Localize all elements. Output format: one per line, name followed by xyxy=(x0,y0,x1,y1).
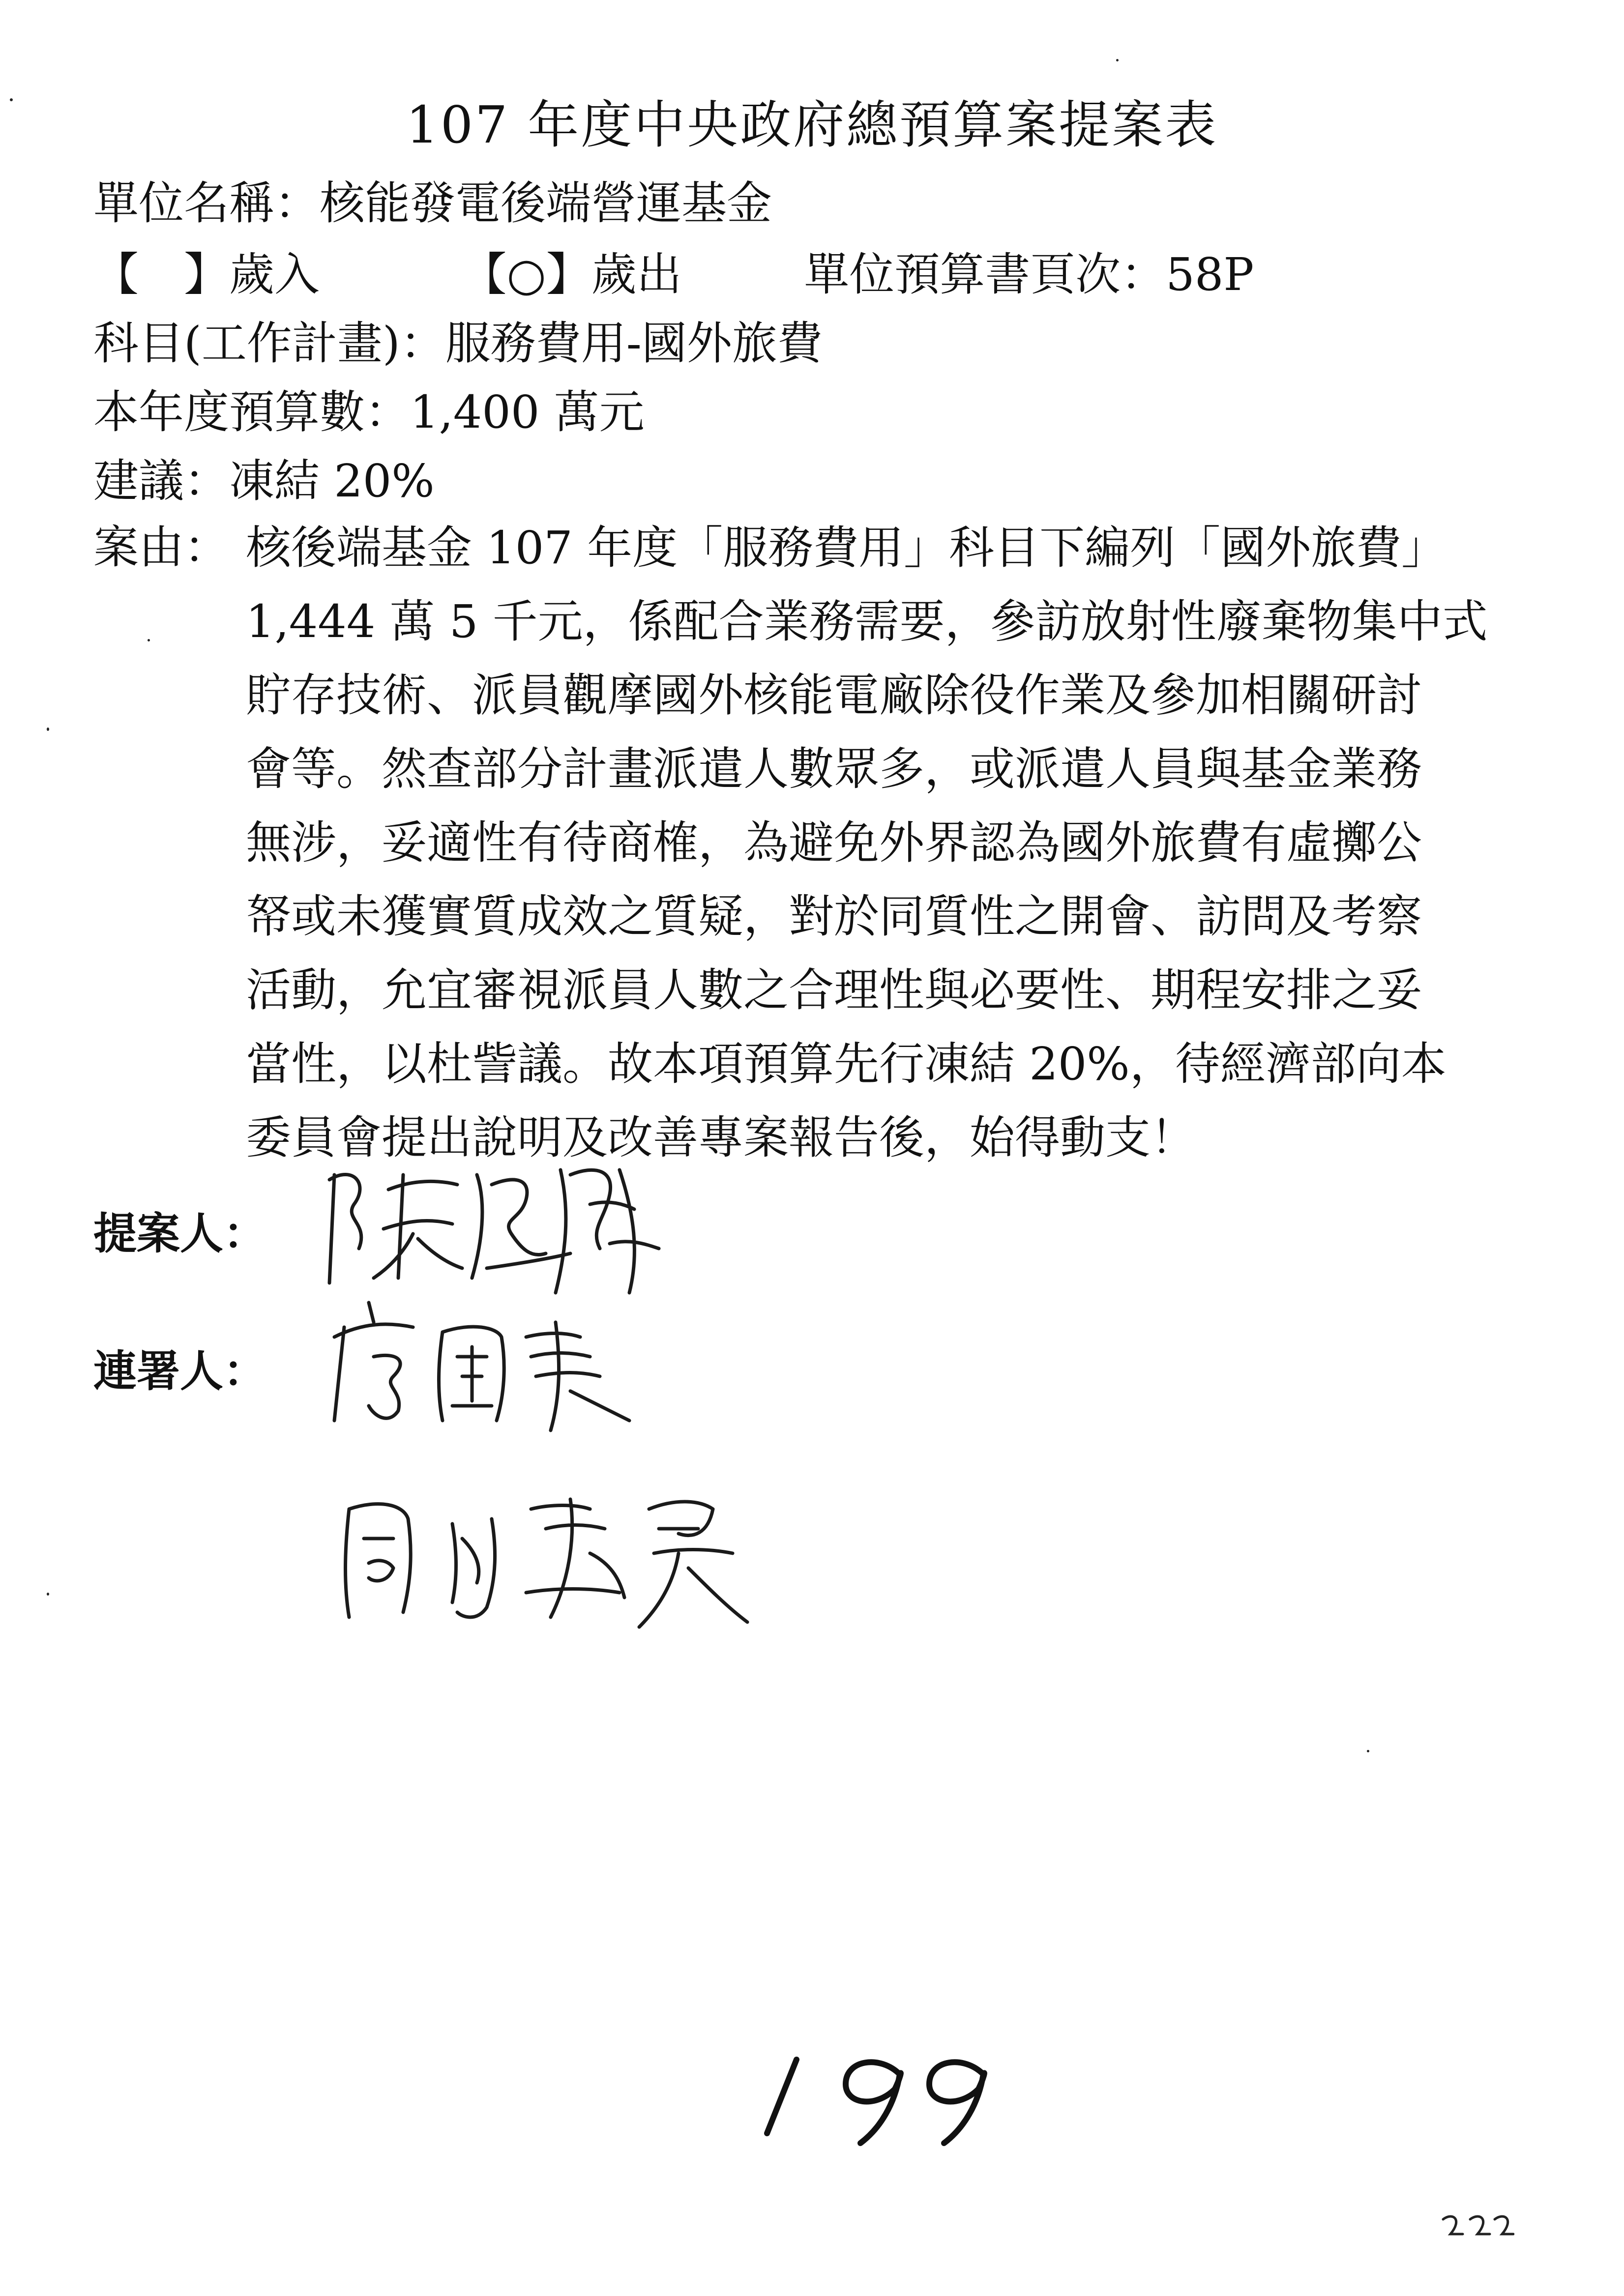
handwritten-page-number xyxy=(752,2040,1028,2148)
corner-number-mark xyxy=(1436,2207,1514,2246)
income-checkbox-label: 【 】歲入 xyxy=(93,248,320,301)
proposer-label: 提案人： xyxy=(93,1208,267,1259)
subject-line: 科目(工作計畫)：服務費用-國外旅費 xyxy=(93,317,823,370)
scan-speck xyxy=(47,727,49,731)
reason-body xyxy=(246,511,1534,1175)
reason-line: 會等。然查部分計畫派遣人數眾多，或派遣人員與基金業務 xyxy=(246,743,1422,795)
reason-label: 案由： xyxy=(93,521,230,574)
budget-page-reference: 單位預算書頁次：58P xyxy=(804,248,1254,301)
suggestion-line: 建議：凍結 20% xyxy=(93,455,435,507)
budget-amount: 本年度預算數：1,400 萬元 xyxy=(93,386,645,438)
form-title: 107 年度中央政府總預算案提案表 xyxy=(406,95,1218,155)
scan-speck xyxy=(10,98,13,101)
proposer-signature xyxy=(315,1145,669,1303)
expense-checkbox-label: 【○】歲出 xyxy=(461,248,682,301)
unit-name: 單位名稱：核能發電後端營運基金 xyxy=(93,177,772,230)
scan-speck xyxy=(47,1593,49,1596)
cosigner-label: 連署人： xyxy=(93,1346,267,1396)
reason-line: 委員會提出說明及改善專案報告後，始得動支！ xyxy=(246,1111,1196,1164)
reason-line: 無涉，妥適性有待商榷，為避免外界認為國外旅費有虛擲公 xyxy=(246,816,1422,869)
reason-line: 活動，允宜審視派員人數之合理性與必要性、期程安排之妥 xyxy=(246,964,1422,1017)
reason-line: 核後端基金 107 年度「服務費用」科目下編列「國外旅費」 xyxy=(246,522,1447,574)
scan-speck xyxy=(148,639,150,641)
cosigner-signature-2 xyxy=(315,1480,767,1637)
reason-line: 貯存技術、派員觀摩國外核能電廠除役作業及參加相關研討 xyxy=(246,669,1422,722)
reason-line: 1,444 萬 5 千元，係配合業務需要，參訪放射性廢棄物集中式 xyxy=(246,595,1488,648)
scan-speck xyxy=(1367,1750,1369,1752)
reason-line: 帑或未獲實質成效之質疑，對於同質性之開會、訪問及考察 xyxy=(246,890,1422,943)
scan-speck xyxy=(1116,59,1119,61)
reason-line: 當性，以杜訾議。故本項預算先行凍結 20%，待經濟部向本 xyxy=(246,1038,1447,1090)
type-row xyxy=(93,238,1254,303)
cosigner-signature-1 xyxy=(315,1293,649,1440)
